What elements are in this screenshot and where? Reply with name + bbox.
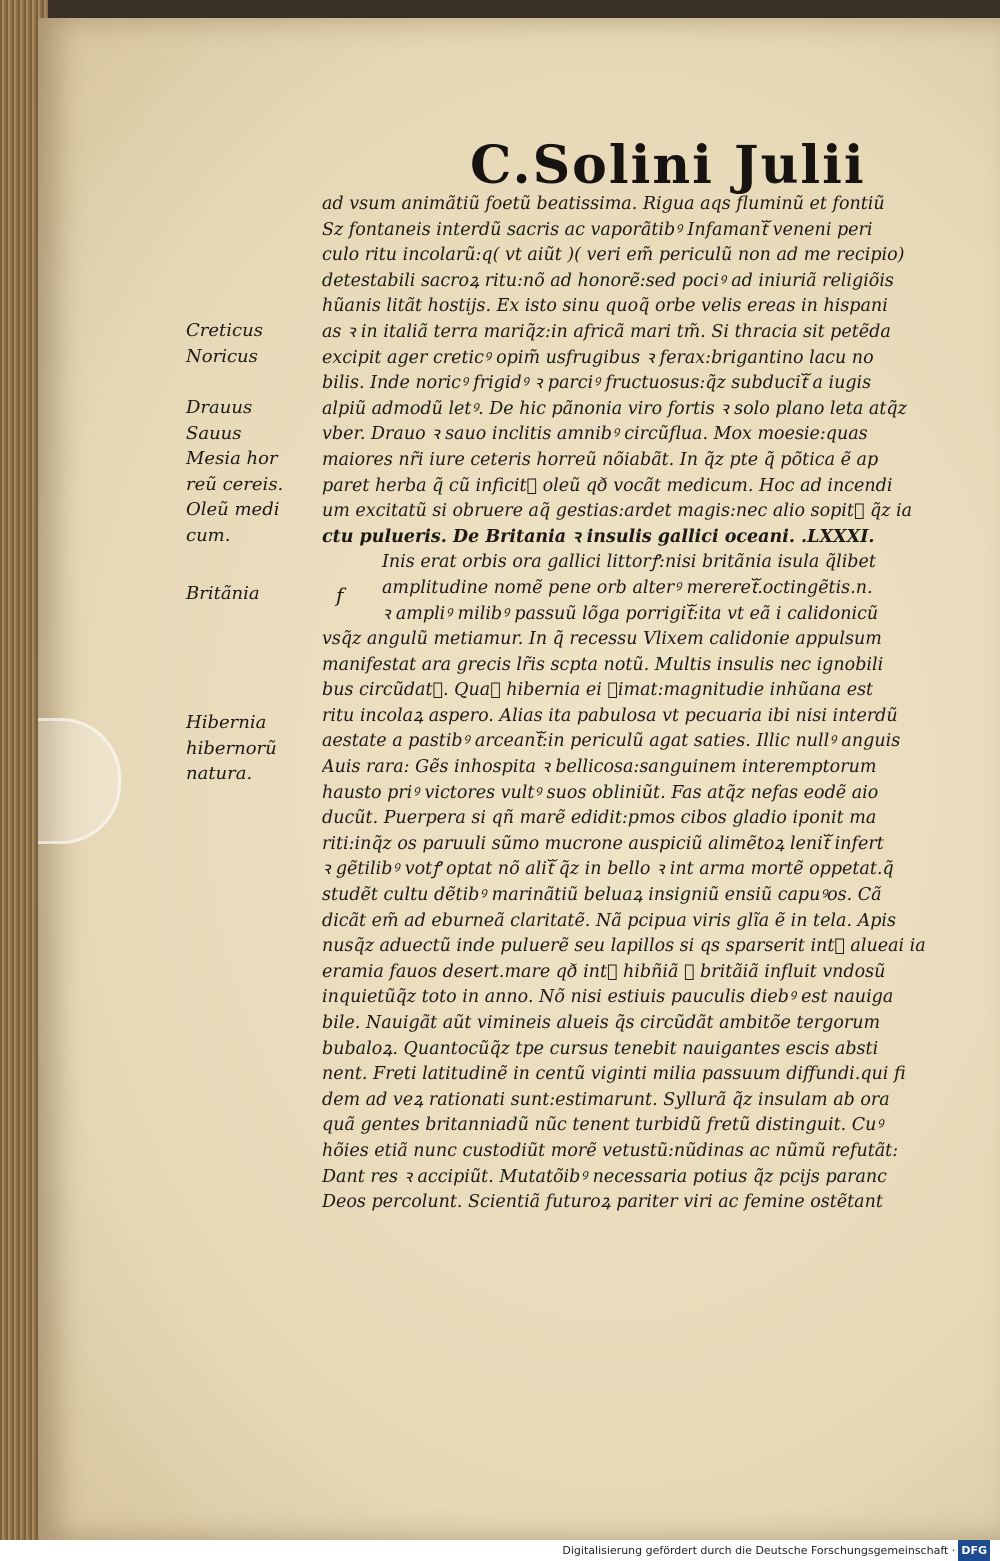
- text-line: vsq̃z angulũ metiamur. In q̃ recessu Vlixem calidonie appulsum: [322, 629, 882, 650]
- text-line: excipit ager creticꝰ opim̃ usfrugibus ꝛ ferax:brigantino lacu no: [322, 347, 874, 368]
- text-line: culo ritu incolarũ:q( vt aiũt )( veri em̃ periculũ non ad me recipio): [322, 245, 905, 266]
- text-line: studẽt cultu dẽtibꝰ marinãtiũ beluaꝝ insigniũ ensiũ capuꝰos. Cã: [322, 885, 882, 906]
- text-line: riti:inq̃z os paruuli sũmo mucrone auspiciũ alimẽtoꝝ lenitᷓ infert: [322, 833, 884, 854]
- margin-note: cum.: [186, 525, 231, 546]
- chapter-heading: ctu pulueris. De Britania ꝛ insulis gallici oceani. .LXXXI.: [322, 526, 875, 547]
- margin-note: Creticus: [186, 320, 263, 341]
- text-line: nent. Freti latitudinẽ in centũ viginti milia passuum diffundi.qui fi: [322, 1064, 906, 1085]
- footer-bar: [0, 1540, 1000, 1561]
- text-line: vber. Drauo ꝛ sauo inclitis amnibꝰ circũflua. Mox moesie:quas: [322, 424, 868, 445]
- body-text: [322, 192, 964, 1216]
- text-line: dicãt em̃ ad eburneã claritatẽ. Nã pcipua viris glĩa ẽ in tela. Apis: [322, 910, 897, 931]
- text-line: detestabili sacroꝝ ritu:nõ ad honorẽ:sed pociꝰ ad iniuriã religiõis: [322, 270, 894, 291]
- text-line: inquietũq̃z toto in anno. Nõ nisi estiuis pauculis diebꝰ est nauiga: [322, 987, 894, 1008]
- footer-credit: Digitalisierung gefördert durch die Deutsche Forschungsgemeinschaft ·: [562, 1544, 956, 1557]
- text-line: Auis rara: Gẽs inhospita ꝛ bellicosa:sanguinem interemptorum: [322, 757, 877, 778]
- text-line: aestate a pastibꝰ arceantᷓ:in periculũ agat saties. Illic nullꝰ anguis: [322, 731, 901, 752]
- text-line: bilis. Inde noricꝰ frigidꝰ ꝛ parciꝰ fructuosus:q̃z subducitᷓ a iugis: [322, 373, 872, 394]
- text-line: maiores nr̃i iure ceteris horreũ nõiabãt. In q̃z pte q̃ põtica ẽ ap: [322, 449, 879, 470]
- text-line: Sz fontaneis interdũ sacris ac vaporãtibꝰ Infamantᷓ veneni peri: [322, 219, 873, 240]
- running-head: C.Solini Julii: [470, 135, 866, 196]
- signature-mark: f: [336, 583, 344, 607]
- margin-note: Britãnia: [186, 583, 260, 604]
- text-line: hõies etiã nunc custodiũt morẽ vetustũ:nũdinas ac nũmũ refutãt:: [322, 1140, 899, 1161]
- text-line: ꝛ ampliꝰ milibꝰ passuũ lõga porrigitᷓ:ita vt eã i calidonicũ: [382, 603, 879, 624]
- text-line: ducũt. Puerpera si qñ marẽ edidit:pmos cibos gladio iponit ma: [322, 808, 877, 829]
- page-clip: [38, 718, 121, 844]
- text-line: bus circũdatᷓ. Quaꝝ hibernia ei ꝑimat:magnitudie inhũana est: [322, 680, 874, 701]
- text-line: alpiũ admodũ letꝰ. De hic pãnonia viro fortis ꝛ solo plano leta atq̃z: [322, 398, 907, 419]
- text-line: manifestat ara grecis lr̃is scpta notũ. Multis insulis nec ignobili: [322, 654, 884, 675]
- text-line: eramia fauos desert.mare qð intᷓ hibñiã ꝛ britãiã influit vndosũ: [322, 961, 886, 982]
- text-line: ritu incolaꝝ aspero. Alias ita pabulosa vt pecuaria ibi nisi interdũ: [322, 705, 898, 726]
- text-line: Deos percolunt. Scientiã futuroꝝ pariter viri ac femine ostẽtant: [322, 1192, 883, 1213]
- margin-note: Drauus: [186, 397, 253, 418]
- text-line: Dant res ꝛ accipiũt. Mutatõibꝰ necessaria potius q̃z pcijs paranc: [322, 1166, 887, 1187]
- text-line: dem ad veꝝ rationati sunt:estimarunt. Syllurã q̃z insulam ab ora: [322, 1089, 890, 1110]
- margin-note: natura.: [186, 763, 253, 785]
- text-line: paret herba q̃ cũ inficitᷓ oleũ qð vocãt medicum. Hoc ad incendi: [322, 475, 893, 496]
- text-line: um excitatũ si obruere aq̃ gestias:ardet magis:nec alio sopitᷓ q̃z ia: [322, 501, 913, 522]
- dfg-logo: DFG: [958, 1540, 990, 1561]
- margin-note: reũ cereis.: [186, 473, 284, 495]
- text-line: hausto priꝰ victores vultꝰ suos obliniũt. Fas atq̃z nefas eodẽ aio: [322, 782, 879, 803]
- text-line: ꝛ gẽtilibꝰ votꝭ optat nõ alitᷓ q̃z in bello ꝛ int arma mortẽ oppetat.q̃: [322, 859, 894, 880]
- margin-note: hibernorũ: [186, 737, 277, 759]
- text-line: quã gentes britanniadũ nũc tenent turbidũ fretũ distinguit. Cuꝰ: [322, 1115, 884, 1136]
- margin-note: Oleũ medi: [186, 499, 280, 521]
- text-line: nusq̃z aduectũ inde puluerẽ seu lapillos si qs sparserit intᷓ alueai ia: [322, 936, 926, 957]
- text-line: amplitudine nomẽ pene orb alterꝰ mereretᷓ.octingẽtis.n.: [382, 577, 873, 598]
- text-line: as ꝛ in italiã terra mariq̃z:in africã mari tm̃. Si thracia sit petẽda: [322, 321, 891, 342]
- margin-note: Mesia hor: [186, 448, 278, 470]
- text-line: ad vsum animãtiũ foetũ beatissima. Rigua aqs fluminũ et fontiũ: [322, 194, 885, 214]
- margin-note: Sauus: [186, 422, 242, 444]
- text-line: bile. Nauigãt aũt vimineis alueis q̃s circũdãt ambitõe tergorum: [322, 1013, 881, 1033]
- margin-note: Noricus: [186, 345, 258, 367]
- margin-note: Hibernia: [186, 712, 267, 733]
- text-line: hũanis litãt hostijs. Ex isto sinu quoq̃ orbe velis ereas in hispani: [322, 296, 888, 317]
- text-line: bubaloꝝ. Quantocũq̃z tpe cursus tenebit nauigantes escis absti: [322, 1038, 879, 1059]
- text-line: Inis erat orbis ora gallici littorꝭ:nisi britãnia isula q̃libet: [382, 552, 876, 573]
